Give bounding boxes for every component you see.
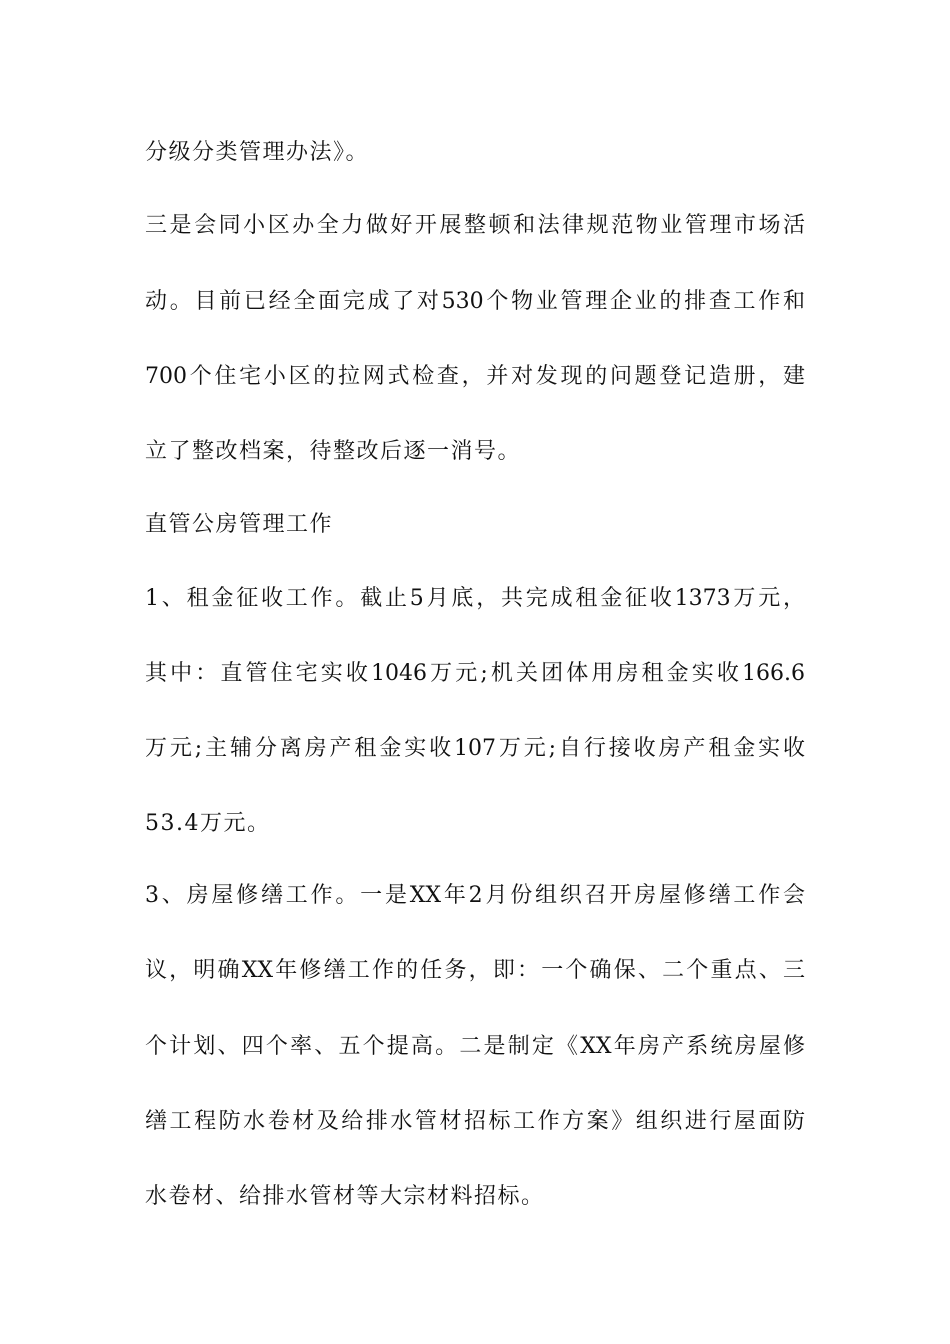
text-line-12: 议，明确XX年修缮工作的任务，即：一个确保、二个重点、三 <box>145 958 805 983</box>
text-line-13: 个计划、四个率、五个提高。二是制定《XX年房产系统房屋修 <box>145 1034 805 1059</box>
text-line-14: 缮工程防水卷材及给排水管材招标工作方案》组织进行屋面防 <box>145 1109 805 1134</box>
text-line-10: 53.4万元。 <box>145 811 271 836</box>
text-line-15: 水卷材、给排水管材等大宗材料招标。 <box>145 1184 545 1209</box>
text-line-3: 动。目前已经全面完成了对530个物业管理企业的排查工作和 <box>145 289 805 314</box>
text-line-9: 万元;主辅分离房产租金实收107万元;自行接收房产租金实收 <box>145 736 805 761</box>
text-line-5: 立了整改档案，待整改后逐一消号。 <box>145 439 522 464</box>
text-line-7: 1、租金征收工作。截止5月底，共完成租金征收1373万元， <box>145 586 805 611</box>
section-heading: 直管公房管理工作 <box>145 512 334 537</box>
text-line-4: 700个住宅小区的拉网式检查，并对发现的问题登记造册，建 <box>145 364 805 389</box>
text-line-8: 其中：直管住宅实收1046万元;机关团体用房租金实收166.6 <box>145 661 805 686</box>
text-line-2: 三是会同小区办全力做好开展整顿和法律规范物业管理市场活 <box>145 213 805 238</box>
text-line-11: 3、房屋修缮工作。一是XX年2月份组织召开房屋修缮工作会 <box>145 883 805 908</box>
text-line-1: 分级分类管理办法》。 <box>145 140 370 165</box>
